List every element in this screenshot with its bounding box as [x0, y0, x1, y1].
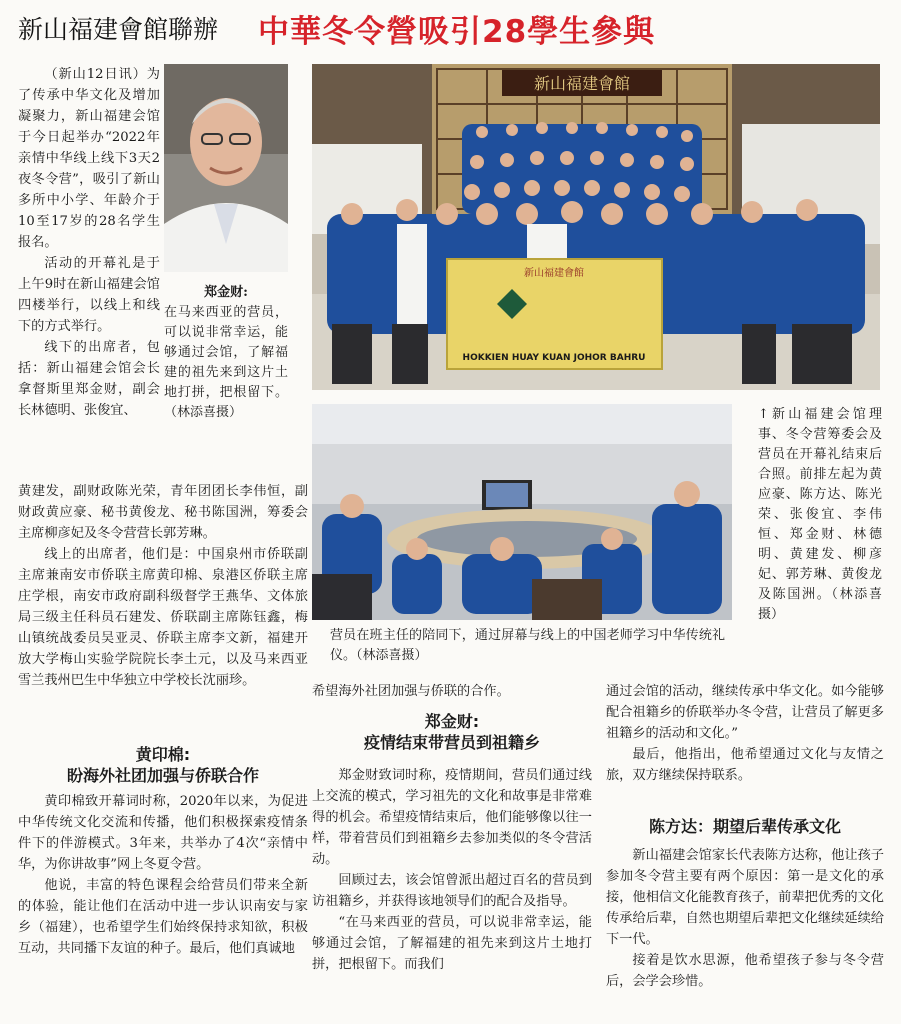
subhead-line: 郑金财: [424, 712, 480, 731]
col2-text [312, 765, 592, 975]
paragraph: 新山福建会馆家长代表陈方达称，他让孩子参加冬令营主要有两个原因：第一是文化的承接，他相信文化能教育孩子，前辈把优秀的文化传承给后辈，自然也期望后辈把文化继续延续给下一代。 [606, 848, 884, 947]
paragraph: 活动的开幕礼是于上午9时在新山福建会馆四楼举行，以线上和线下的方式举行。 [18, 256, 160, 334]
col1-full-text [18, 481, 308, 691]
subhead-line: 黄印棉: [135, 745, 191, 764]
paragraph: 郑金财致词时称，疫情期间，营员们通过线上交流的模式，学习祖先的文化和故事是非常难得的机会。希望疫情结束后，他们能够像以往一样，带着营员们到祖籍乡去参加类似的冬令营活动。 [312, 768, 592, 867]
portrait-caption-name: 郑金财: [204, 285, 248, 300]
portrait-caption [164, 283, 288, 423]
subhead-line: 盼海外社团加强与侨联合作 [66, 766, 259, 785]
paragraph: 希望海外社团加强与侨联的合作。 [312, 684, 510, 699]
paragraph: 黄印棉致开幕词时称，2020年以来，为促进中华传统文化交流和传播，他们积极探索疫情条件下的伴游模式。3年来，共举办了4次“亲情中华，为你讲故事”网上冬夏令营。 [18, 794, 308, 872]
col1-top-text [18, 64, 160, 421]
classroom-photo [312, 404, 732, 620]
paragraph: 线上的出席者，他们是：中国泉州市侨联副主席兼南安市侨联主席黄印棉、泉港区侨联主席庄学根，南安市政府副科级督学王燕华、文体旅局三级主任科员石建发、侨联副主席陈钰鑫，梅山镇统战委员吴亚灵、侨联主席李文新，福建开放大学梅山实验学院院长李土元，以及马来西亚雪兰莪州巴生中华独立中学校长沈丽珍。 [18, 547, 308, 688]
paragraph: 线下的出席者，包括：新山福建会馆会长拿督斯里郑金财，副会长林德明、张俊宜、 [18, 340, 160, 418]
headline-main: 中華冬令營吸引28學生參與 [258, 14, 656, 50]
subhead-zheng [312, 711, 592, 753]
banner-chinese-text: 新山福建會館 [524, 268, 584, 279]
classroom-caption: 营员在班主任的陪同下，通过屏幕与线上的中国老师学习中华传统礼仪。（林添喜摄） [330, 628, 725, 663]
paragraph: （新山12日讯）为了传承中华文化及增加凝聚力，新山福建会馆于今日起举办“2022年亲情中华线上线下3天2夜冬令营”，吸引了新山多所中小学、年龄介于10至17岁的28名学生报名。 [18, 67, 160, 250]
portrait-caption-text: 在马来西亚的营员，可以说非常幸运，能够通过会馆，了解福建的祖先来到这片土地打拼，把根留下。（林添喜摄） [164, 305, 288, 420]
group-photo-caption: ↑新山福建会馆理事、冬令营筹委会及营员在开幕礼结束后合照。前排左起为黄应豪、陈方达、陈光荣、张俊宜、李伟恒、郑金财、林德明、黄建发、柳彦妃、郭芳琳、黄俊龙及陈国洲。（林添喜摄） [758, 407, 882, 622]
paragraph: 回顾过去，该会馆曾派出超过百名的营员到访祖籍乡，并获得该地领导们的配合及指导。 [312, 873, 592, 909]
headline-prefix: 新山福建會館聯辦 [18, 15, 219, 44]
col1-bottom-text [18, 791, 308, 959]
subhead-huang [18, 744, 308, 786]
banner-english-text: HOKKIEN HUAY KUAN JOHOR BAHRU [462, 353, 646, 363]
col2-lead [312, 681, 592, 702]
paragraph: “在马来西亚的营员，可以说非常幸运，能够通过会馆，了解福建的祖先来到这片土地打拼，把根留下。而我们 [312, 915, 592, 972]
paragraph: 他说，丰富的特色课程会给营员们带来全新的体验，能让他们在活动中进一步认识南安与家乡（福建），也希望学生们始终保持求知欲，积极互动，共同播下友谊的种子。最后，他们真诚地 [18, 878, 308, 956]
hall-sign-text: 新山福建會館 [533, 74, 631, 93]
paragraph: 最后，他指出，他希望通过文化与友情之旅，双方继续保持联系。 [606, 747, 884, 783]
col3-text-top [606, 681, 884, 786]
subhead-line: 疫情结束带营员到祖籍乡 [363, 733, 540, 752]
paragraph: 接着是饮水思源，他希望孩子参与冬令营后，会学会珍惜。 [606, 953, 884, 989]
subhead-chen: 陈方达：期望后辈传承文化 [648, 817, 841, 836]
paragraph: 通过会馆的活动，继续传承中华文化。如今能够配合祖籍乡的侨联举办冬令营，让营员了解更多祖籍乡的活动和文化。” [606, 684, 884, 741]
col3-text-bottom [606, 845, 884, 992]
group-photo [312, 64, 880, 390]
portrait-photo [164, 64, 288, 272]
paragraph: 黄建发，副财政陈光荣，青年团团长李伟恒，副财政黄应豪、秘书黄俊龙、秘书陈国洲，筹委会主席柳彦妃及冬令营营长郭芳琳。 [18, 484, 308, 541]
